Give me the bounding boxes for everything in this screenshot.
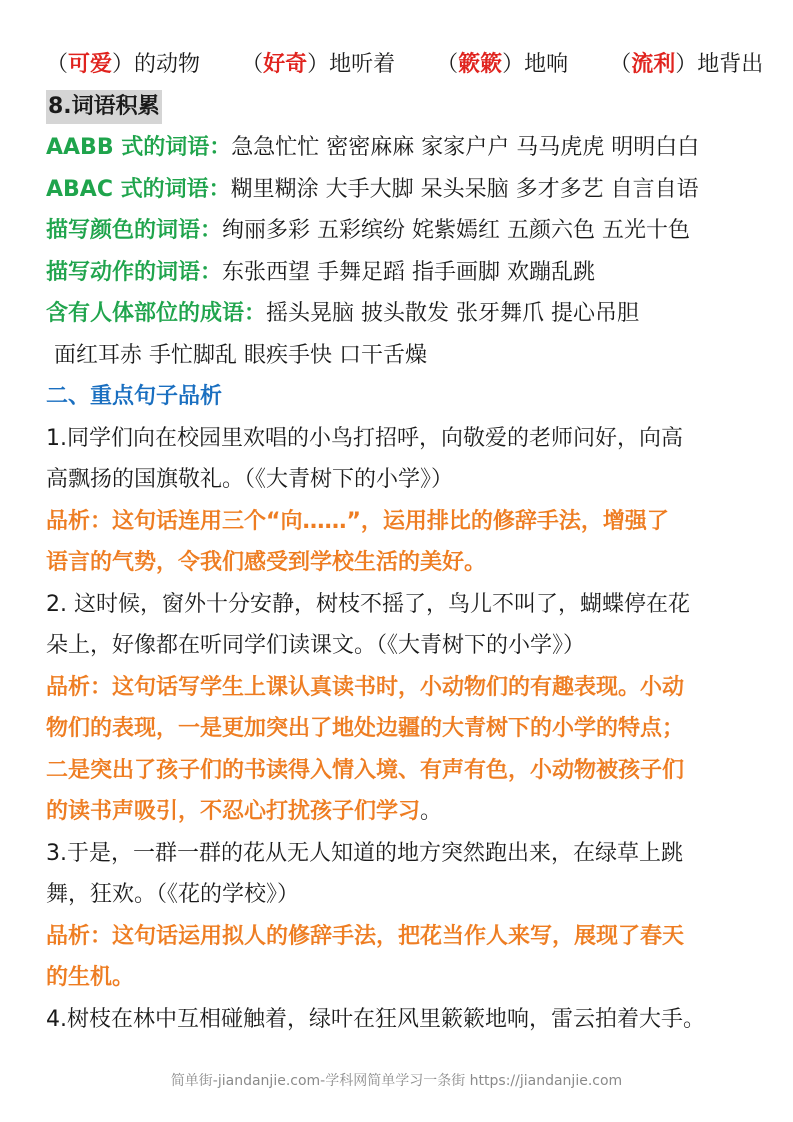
word-group-action (46, 252, 751, 294)
phrase-2: （好奇）地听着 (241, 52, 396, 77)
analysis-2-line-3: 二是突出了孩子们的书读得入情入境、有声有色，小动物被孩子们 (46, 757, 685, 783)
part-2-heading: 二、重点句子品析 (46, 384, 223, 409)
word-group-words: 绚丽多彩 五彩缤纷 姹紫嫣红 五颜六色 五光十色 (222, 218, 690, 243)
analysis-1-line-1: 品析：这句话连用三个“向……”，运用排比的修辞手法，增强了 (46, 508, 669, 534)
phrase-1: （可爱）的动物 (46, 52, 201, 77)
phrase-word: 簌簌 (458, 52, 503, 77)
analysis-2-tail: 。 (420, 799, 443, 824)
word-group-aabb (46, 127, 751, 169)
phrase-4: （流利）地背出 (609, 52, 764, 77)
analysis-3-line-1: 品析：这句话运用拟人的修辞手法，把花当作人来写，展现了春天 (46, 923, 685, 949)
analysis-2-line-4: 的读书声吸引，不忍心打扰孩子们学习 (46, 799, 421, 824)
sentence-2-line-1: 2. 这时候，窗外十分安静，树枝不摇了，鸟儿不叫了，蝴蝶停在花 (46, 591, 690, 617)
phrase-rest: 地响 (524, 52, 569, 77)
analysis-3-line-2: 的生机。 (46, 965, 135, 990)
sentence-4-line-1: 4.树枝在林中互相碰触着，绿叶在狂风里簌簌地响，雷云拍着大手。 (46, 1006, 705, 1032)
analysis-2-line-2: 物们的表现，一是更加突出了地处边疆的大青树下的小学的特点； (46, 716, 685, 741)
word-group-words: 摇头晃脑 披头散发 张牙舞爪 提心吊胆 (266, 301, 639, 326)
word-group-body-parts (46, 293, 751, 335)
sentence-2-line-2: 朵上，好像都在听同学们读课文。（《大青树下的小学》） (46, 633, 586, 658)
phrase-rest: 地听着 (329, 52, 396, 77)
sentence-3-line-1: 3.于是，一群一群的花从无人知道的地方突然跑出来，在绿草上跳 (46, 840, 683, 866)
word-group-label: ABAC 式的词语： (46, 176, 231, 202)
word-group-label: AABB 式的词语： (46, 135, 232, 160)
word-group-label: 含有人体部位的成语： (46, 301, 267, 326)
phrase-word: 可爱 (68, 52, 113, 77)
sentence-3-line-2: 舞，狂欢。（《花的学校》） (46, 882, 300, 907)
word-group-words: 面红耳赤 手忙脚乱 眼疾手快 口干舌燥 (54, 342, 427, 368)
document-page (46, 44, 764, 1040)
word-group-words: 糊里糊涂 大手大脚 呆头呆脑 多才多艺 自言自语 (230, 176, 699, 202)
phrase-word: 好奇 (263, 52, 308, 77)
word-group-label: 描写颜色的词语： (46, 218, 223, 243)
word-group-label: 描写动作的词语： (46, 259, 223, 285)
sentence-1-line-2: 高飘扬的国旗敬礼。（《大青树下的小学》） (46, 467, 454, 492)
phrase-rest: 的动物 (134, 52, 201, 77)
word-group-color (46, 210, 751, 252)
word-group-abac (46, 169, 751, 211)
word-group-words: 急急忙忙 密密麻麻 家家户户 马马虎虎 明明白白 (231, 135, 700, 160)
word-group-body-parts-continued (46, 335, 751, 377)
phrase-rest: 地背出 (697, 52, 764, 77)
section-8-heading-row (46, 86, 751, 128)
section-8-heading: 8.词语积累 (46, 90, 162, 124)
analysis-2-line-4-row (46, 791, 751, 833)
page-footer: 简单街-jiandanjie.com-学科网简单学习一条街 https://jiandanjie.com (170, 1073, 623, 1089)
word-group-words: 东张西望 手舞足蹈 指手画脚 欢蹦乱跳 (222, 259, 595, 285)
analysis-1-line-2: 语言的气势，令我们感受到学校生活的美好。 (46, 550, 487, 575)
sentence-1-line-1: 1.同学们向在校园里欢唱的小鸟打招呼，向敬爱的老师问好，向高 (46, 425, 683, 451)
phrase-word: 流利 (631, 52, 676, 77)
adverb-phrase-line (46, 44, 764, 86)
phrase-3: （簌簌）地响 (436, 52, 569, 77)
analysis-2-line-1: 品析：这句话写学生上课认真读书时，小动物们的有趣表现。小动 (46, 674, 685, 700)
part-2-heading-row (46, 376, 751, 418)
